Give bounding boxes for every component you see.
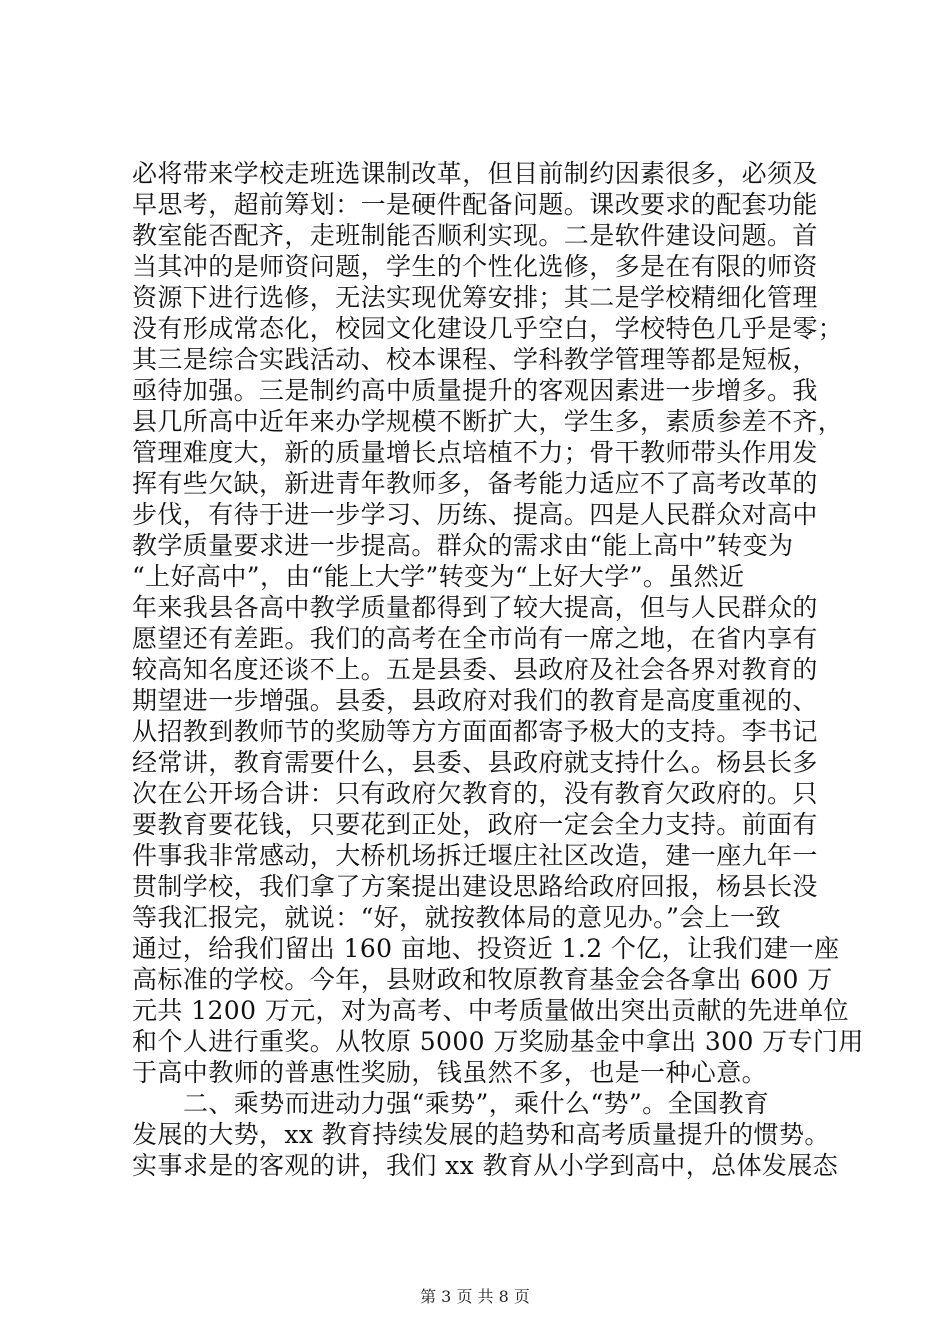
text-line: 件事我非常感动，大桥机场拆迁堰庄社区改造，建一座九年一 — [132, 841, 818, 870]
text-line: 较高知名度还谈不上。五是县委、县政府及社会各界对教育的 — [132, 655, 818, 684]
page-number-footer: 第 3 页 共 8 页 — [420, 1287, 530, 1306]
text-line: 次在公开场合讲：只有政府欠教育的，没有教育欠政府的。只 — [132, 779, 818, 808]
text-line: 愿望还有差距。我们的高考在全市尚有一席之地，在省内享有 — [132, 624, 818, 653]
text-line: 县几所高中近年来办学规模不断扩大，学生多，素质参差不齐， — [132, 407, 844, 436]
text-line: 高标准的学校。今年，县财政和牧原教育基金会各拿出 600 万 — [132, 965, 833, 994]
text-line: 亟待加强。三是制约高中质量提升的客观因素进一步增多。我 — [132, 376, 818, 405]
text-line: 教室能否配齐，走班制能否顺利实现。二是软件建设问题。首 — [132, 221, 818, 250]
text-line: 当其冲的是师资问题，学生的个性化选修，多是在有限的师资 — [132, 252, 818, 281]
text-line: 教学质量要求进一步提高。群众的需求由“能上高中”转变为 — [132, 531, 794, 560]
text-line: 必将带来学校走班选课制改革，但目前制约因素很多，必须及 — [132, 159, 818, 188]
text-line: 元共 1200 万元，对为高考、中考质量做出突出贡献的先进单位 — [132, 996, 849, 1025]
body-text — [132, 158, 864, 1181]
text-line: 贯制学校，我们拿了方案提出建设思路给政府回报，杨县长没 — [132, 872, 818, 901]
text-line: 没有形成常态化，校园文化建设几乎空白，学校特色几乎是零； — [132, 314, 844, 343]
section-heading-line: 二、乘势而进动力强“乘势”，乘什么“势”。全国教育 — [183, 1089, 770, 1118]
text-line: 从招教到教师节的奖励等方方面面都寄予极大的支持。李书记 — [132, 717, 818, 746]
text-line: 挥有些欠缺，新进青年教师多，备考能力适应不了高考改革的 — [132, 469, 818, 498]
text-line: 资源下进行选修，无法实现优筹安排；其二是学校精细化管理 — [132, 283, 818, 312]
text-line: 年来我县各高中教学质量都得到了较大提高，但与人民群众的 — [132, 593, 818, 622]
text-line: “上好高中”，由“能上大学”转变为“上好大学”。虽然近 — [132, 562, 745, 591]
text-line: 要教育要花钱，只要花到正处，政府一定会全力支持。前面有 — [132, 810, 818, 839]
text-line: 和个人进行重奖。从牧原 5000 万奖励基金中拿出 300 万专门用 — [132, 1027, 864, 1056]
text-line: 通过，给我们留出 160 亩地、投资近 1.2 个亿，让我们建一座 — [132, 934, 840, 963]
text-line: 于高中教师的普惠性奖励，钱虽然不多，也是一种心意。 — [132, 1058, 768, 1087]
text-line: 管理难度大，新的质量增长点培植不力；骨干教师带头作用发 — [132, 438, 818, 467]
text-line: 经常讲，教育需要什么，县委、县政府就支持什么。杨县长多 — [132, 748, 818, 777]
text-line: 发展的大势，xx 教育持续发展的趋势和高考质量提升的惯势。 — [132, 1120, 830, 1149]
text-line: 早思考，超前筹划：一是硬件配备问题。课改要求的配套功能 — [132, 190, 818, 219]
text-line: 实事求是的客观的讲，我们 xx 教育从小学到高中，总体发展态 — [132, 1151, 839, 1180]
text-line: 步伐，有待于进一步学习、历练、提高。四是人民群众对高中 — [132, 500, 818, 529]
text-line: 等我汇报完，就说：“好，就按教体局的意见办。”会上一致 — [132, 903, 781, 932]
text-line: 其三是综合实践活动、校本课程、学科教学管理等都是短板， — [132, 345, 818, 374]
text-line: 期望进一步增强。县委，县政府对我们的教育是高度重视的、 — [132, 686, 818, 715]
